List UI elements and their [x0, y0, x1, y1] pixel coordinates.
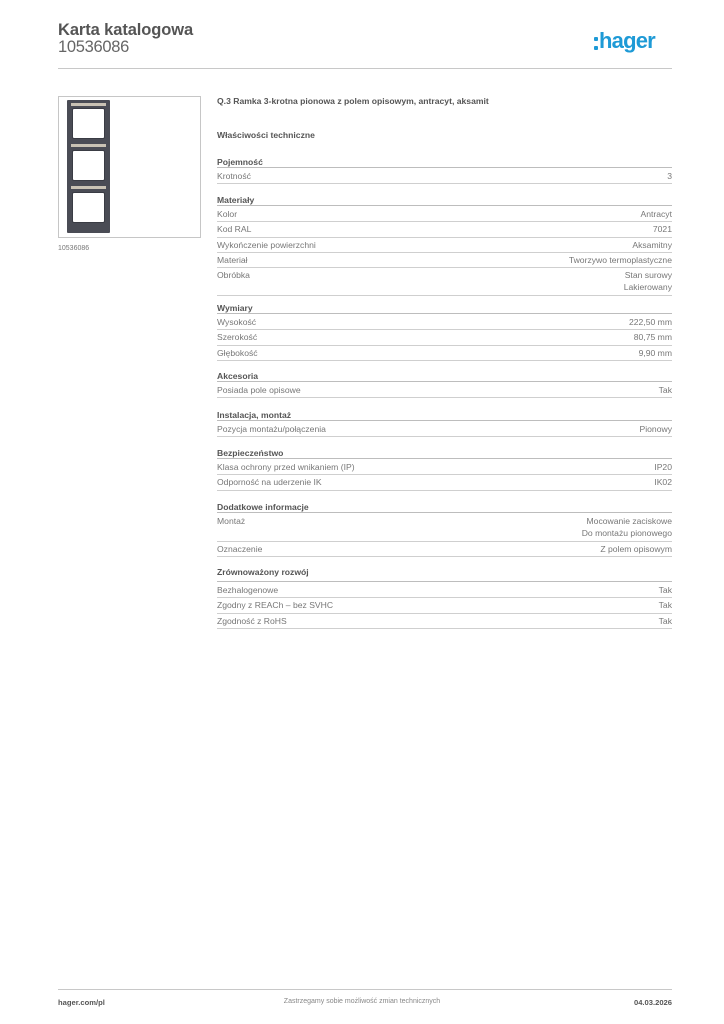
row-value-line: Mocowanie zaciskowe: [586, 516, 672, 526]
row-value: 9,90 mm: [638, 347, 672, 358]
table-row: [217, 514, 672, 542]
table-row: [217, 169, 672, 184]
table-row: [217, 238, 672, 253]
row-value-line: Stan surowy: [624, 270, 672, 281]
row-label: Kod RAL: [217, 224, 252, 235]
group-wymiary: [217, 302, 672, 361]
row-value: 80,75 mm: [633, 332, 672, 343]
image-caption: 10536086: [58, 245, 90, 252]
row-value: IP20: [654, 462, 672, 472]
frame-opening: [72, 150, 105, 181]
row-value: Tak: [658, 600, 672, 611]
row-value: Tak: [658, 385, 672, 395]
footer-website-link[interactable]: hager.com/pl: [58, 998, 105, 1007]
group-akcesoria: [217, 370, 672, 398]
row-value: Z polem opisowym: [600, 543, 672, 554]
row-label: Kolor: [217, 209, 238, 219]
row-value: IK02: [654, 477, 672, 488]
row-label: Wysokość: [217, 317, 257, 327]
table-row: [217, 315, 672, 330]
group-dodatkowe-informacje: [217, 501, 672, 557]
header-divider: [58, 68, 672, 69]
table-row: [217, 268, 672, 296]
group-zrownowazony-rozwoj: [217, 566, 672, 629]
group-heading: Dodatkowe informacje: [217, 501, 672, 513]
row-value-line: Do montażu pionowego: [581, 528, 672, 539]
logo-colon-icon: [594, 37, 598, 50]
group-heading: Akcesoria: [217, 370, 672, 382]
table-row: [217, 253, 672, 268]
row-label: Posiada pole opisowe: [217, 385, 301, 395]
hager-logo: [594, 28, 655, 54]
label-strip: [71, 186, 106, 189]
row-value: 7021: [652, 224, 672, 235]
row-value-line: Lakierowany: [623, 282, 672, 293]
group-heading: Bezpieczeństwo: [217, 447, 672, 459]
row-label: Obróbka: [217, 270, 250, 281]
technical-properties-heading: Właściwości techniczne: [217, 130, 315, 140]
row-value: Antracyt: [640, 209, 672, 219]
footer-date: 04.03.2026: [633, 998, 672, 1007]
row-value: Tworzywo termoplastyczne: [568, 254, 672, 265]
row-value: 222,50 mm: [629, 317, 672, 327]
group-heading: Materiały: [217, 194, 672, 206]
row-label: Pozycja montażu/połączenia: [217, 424, 326, 434]
row-label: Montaż: [217, 516, 246, 526]
table-row: [217, 542, 672, 557]
footer-divider: [58, 989, 672, 990]
row-value: 3: [667, 171, 672, 181]
group-bezpieczenstwo: [217, 447, 672, 491]
row-label: Odporność na uderzenie IK: [217, 477, 322, 488]
row-value: Aksamitny: [632, 239, 672, 250]
table-row: [217, 330, 672, 345]
row-label: Krotność: [217, 171, 251, 181]
row-label: Oznaczenie: [217, 543, 263, 554]
row-label: Zgodny z REACh – bez SVHC: [217, 600, 334, 611]
table-row: [217, 598, 672, 613]
document-title: Karta katalogowa: [58, 21, 194, 39]
frame-opening: [72, 192, 105, 223]
row-label: Wykończenie powierzchni: [217, 239, 316, 250]
logo-text: hager: [599, 28, 655, 53]
label-strip: [71, 144, 106, 147]
row-value: Tak: [658, 615, 672, 626]
document-number: 10536086: [58, 38, 130, 56]
label-strip: [71, 103, 106, 106]
group-instalacja: [217, 409, 672, 437]
product-title: Q.3 Ramka 3-krotna pionowa z polem opisowym, antracyt, aksamit: [217, 96, 489, 106]
group-materialy: [217, 194, 672, 296]
frame-icon: [67, 100, 110, 233]
row-value: Tak: [658, 585, 672, 595]
footer-disclaimer: Zastrzegamy sobie możliwość zmian technicznych: [283, 998, 441, 1005]
group-heading: Pojemność: [217, 156, 672, 168]
row-label: Głębokość: [217, 347, 258, 358]
row-label: Klasa ochrony przed wnikaniem (IP): [217, 462, 355, 472]
table-row: [217, 383, 672, 398]
group-pojemnosc: [217, 156, 672, 184]
group-heading: Wymiary: [217, 302, 672, 314]
row-label: Bezhalogenowe: [217, 585, 279, 595]
table-row: [217, 346, 672, 361]
table-row: [217, 222, 672, 237]
row-label: Materiał: [217, 254, 248, 265]
table-row: [217, 614, 672, 629]
row-label: Szerokość: [217, 332, 258, 343]
table-row: [217, 422, 672, 437]
table-row: [217, 475, 672, 490]
row-label: Zgodność z RoHS: [217, 615, 287, 626]
group-heading: Instalacja, montaż: [217, 409, 672, 421]
row-value: [582, 515, 672, 540]
table-row: [217, 460, 672, 475]
row-value: Pionowy: [639, 424, 672, 434]
table-row: [217, 207, 672, 222]
frame-opening: [72, 108, 105, 139]
product-image: [58, 96, 201, 238]
row-value: [624, 269, 672, 294]
table-row: [217, 583, 672, 598]
group-heading: Zrównoważony rozwój: [217, 566, 672, 582]
